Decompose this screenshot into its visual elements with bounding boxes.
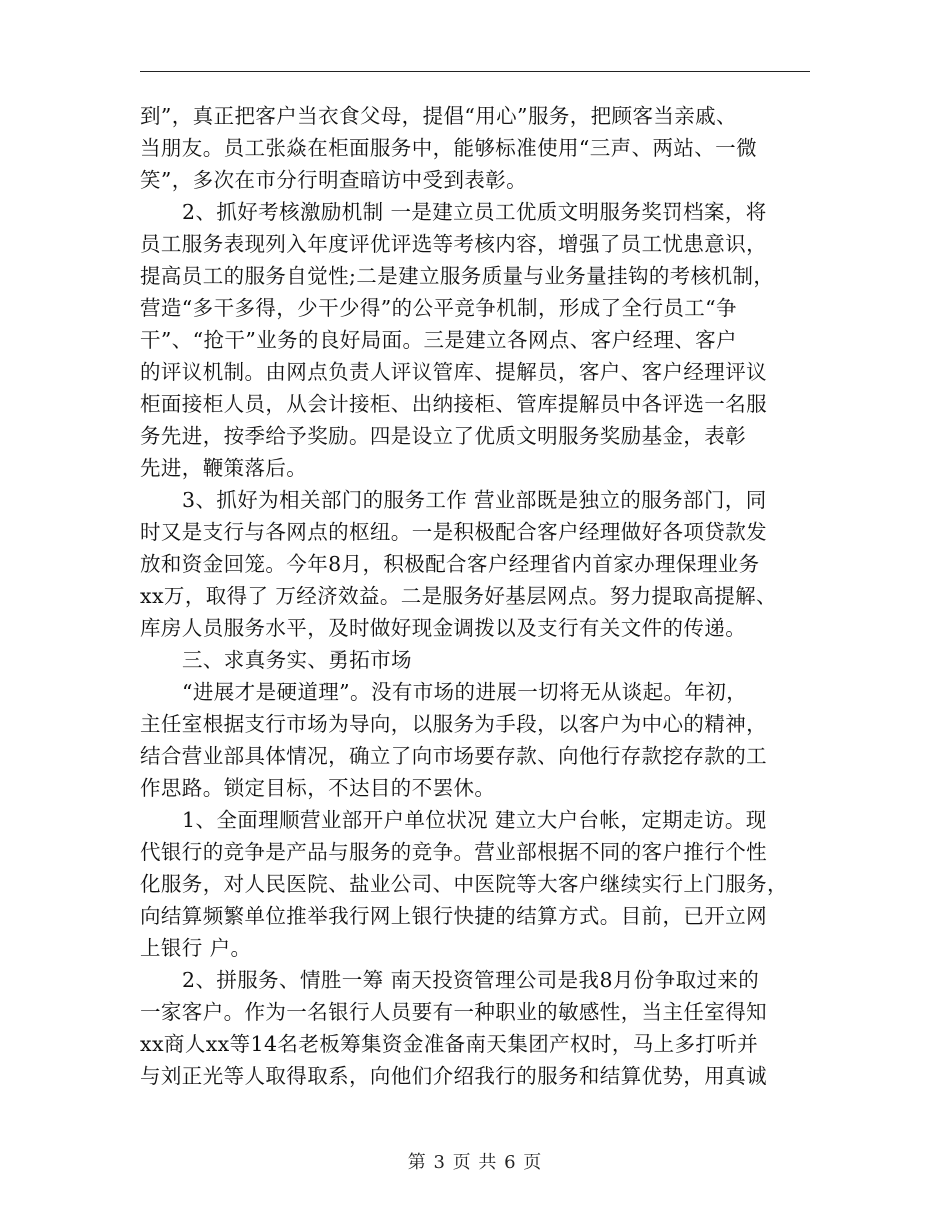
text-line: “进展才是硬道理”。没有市场的进展一切将无从谈起。年初， — [182, 680, 748, 704]
text-line: 1、全面理顺营业部开户单位状况 建立大户台帐，定期走访。现 — [182, 808, 767, 832]
text-line: 营造“多干多得，少干少得”的公平竞争机制，形成了全行员工“争 — [140, 296, 737, 320]
text-line: 化服务，对人民医院、盐业公司、中医院等大客户继续实行上门服务， — [140, 872, 788, 896]
text-line: 当朋友。员工张焱在柜面服务中，能够标准使用“三声、两站、一微 — [140, 136, 757, 160]
text-line: 放和资金回笼。今年8月，积极配合客户经理省内首家办理保理业务 — [140, 552, 760, 576]
text-line: 与刘正光等人取得取系，向他们介绍我行的服务和结算优势，用真诚 — [140, 1064, 767, 1088]
text-line: 上银行 户。 — [140, 936, 252, 960]
text-line: 柜面接柜人员，从会计接柜、出纳接柜、管库提解员中各评选一名服 — [140, 392, 767, 416]
text-line: 代银行的竞争是产品与服务的竞争。营业部根据不同的客户推行个性 — [140, 840, 767, 864]
text-line: 提高员工的服务自觉性;二是建立服务质量与业务量挂钩的考核机制， — [140, 264, 775, 288]
page-number: 第 3 页 共 6 页 — [407, 1152, 543, 1173]
text-line: 三、求真务实、勇拓市场 — [182, 648, 412, 672]
text-line: xx商人xx等14名老板筹集资金准备南天集团产权时，马上多打听并 — [140, 1032, 759, 1056]
text-line: 时又是支行与各网点的枢纽。一是积极配合客户经理做好各项贷款发 — [140, 520, 767, 544]
text-line: 库房人员服务水平，及时做好现金调拨以及支行有关文件的传递。 — [140, 616, 747, 640]
text-line: 干”、“抢干”业务的良好局面。三是建立各网点、客户经理、客户 — [140, 328, 737, 352]
text-line: 结合营业部具体情况，确立了向市场要存款、向他行存款挖存款的工 — [140, 744, 767, 768]
text-line: 3、抓好为相关部门的服务工作 营业部既是独立的服务部门，同 — [182, 488, 767, 512]
text-line: 务先进，按季给予奖励。四是设立了优质文明服务奖励基金，表彰 — [140, 424, 747, 448]
document-body — [140, 100, 810, 1092]
text-line: 2、拼服务、情胜一筹 南天投资管理公司是我8月份争取过来的 — [182, 968, 760, 992]
text-line: 员工服务表现列入年度评优评选等考核内容，增强了员工忧患意识， — [140, 232, 767, 256]
text-line: 笑”，多次在市分行明查暗访中受到表彰。 — [140, 168, 528, 192]
text-line: 作思路。锁定目标，不达目的不罢休。 — [140, 776, 496, 800]
text-line: 到”，真正把客户当衣食父母，提倡“用心”服务，把顾客当亲戚、 — [140, 104, 737, 128]
text-line: 2、抓好考核激励机制 一是建立员工优质文明服务奖罚档案，将 — [182, 200, 767, 224]
text-line: 的评议机制。由网点负责人评议管库、提解员，客户、客户经理评议 — [140, 360, 767, 384]
text-line: xx万，取得了 万经济效益。二是服务好基层网点。努力提取高提解、 — [140, 584, 777, 608]
header-rule — [140, 71, 810, 72]
text-line: 先进，鞭策落后。 — [140, 456, 308, 480]
text-line: 一家客户。作为一名银行人员要有一种职业的敏感性，当主任室得知 — [140, 1000, 767, 1024]
text-line: 主任室根据支行市场为导向，以服务为手段，以客户为中心的精神， — [140, 712, 767, 736]
text-line: 向结算频繁单位推举我行网上银行快捷的结算方式。目前，已开立网 — [140, 904, 767, 928]
